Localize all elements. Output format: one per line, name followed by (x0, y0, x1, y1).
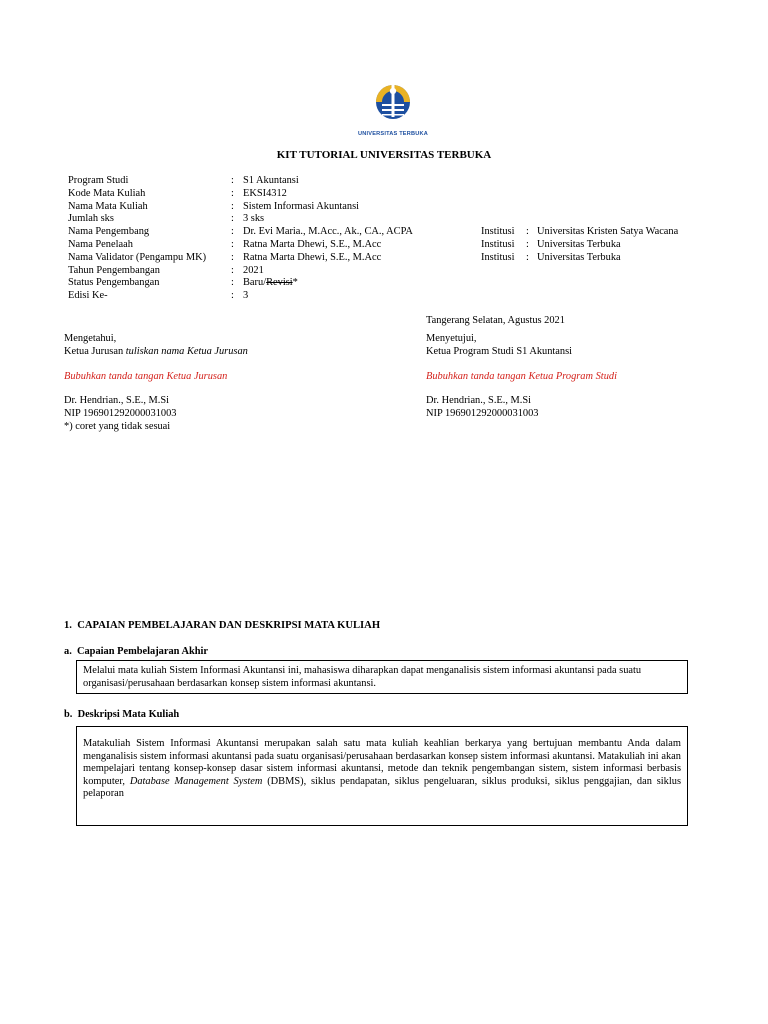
right-sign-role: Ketua Program Studi S1 Akuntansi (426, 346, 573, 357)
right-sign-greeting: Menyetujui, (426, 333, 477, 344)
info-colon: : (231, 238, 234, 250)
info-label: Nama Penelaah (68, 238, 133, 250)
left-sign-role (64, 346, 248, 359)
info-label: Program Studi (68, 175, 129, 186)
left-sign-greeting: Mengetahui, (64, 333, 117, 344)
info-colon: : (231, 251, 234, 263)
info-row-nama-mata-kuliah (68, 201, 708, 214)
info-value: Ratna Marta Dhewi, S.E., M.Acc (243, 251, 382, 263)
info-row-program-studi (68, 175, 708, 188)
institution-value: Universitas Terbuka (537, 251, 621, 263)
info-colon: : (231, 213, 234, 225)
place-date: Tangerang Selatan, Agustus 2021 (426, 315, 565, 326)
deskripsi-text-dbms: Database Management System (129, 775, 263, 787)
info-row-edisi (68, 290, 708, 303)
info-label: Nama Validator (Pengampu MK) (68, 251, 207, 263)
subsection-heading-b: b. Deskripsi Mata Kuliah (64, 709, 180, 720)
info-value: Ratna Marta Dhewi, S.E., M.Acc (243, 238, 382, 250)
info-label: Status Pengembangan (68, 277, 160, 289)
deskripsi-text-1: Matakuliah Sistem Informasi Akuntansi merupakan salah satu mata kuliah keahlian berkarya yang bertujuan membantu Anda dalam menganalisis sistem informasi akuntansi pada suatu organisasi/perusahaan berdasarkan konsep sistem informasi akuntansi. Matakuliah ini akan mempelajari tentang konsep-konsep dasar sistem informasi akuntansi, metode dan teknik pengembangan sistem, sistem informasi berbasis komputer, (83, 738, 681, 787)
institution-label: Institusi (481, 238, 515, 250)
info-colon: : (231, 200, 234, 212)
info-row-nama-penelaah (68, 239, 708, 252)
info-value: Sistem Informasi Akuntansi (243, 200, 360, 212)
info-label: Edisi Ke- (68, 290, 108, 302)
info-colon: : (231, 290, 234, 302)
info-row-nama-pengembang (68, 226, 708, 239)
info-colon: : (231, 187, 234, 199)
info-colon: : (231, 175, 234, 186)
deskripsi-text-2: (DBMS), siklus pendapatan, siklus pengeluaran, siklus produksi, siklus penggajian, dan siklus pelaporan (83, 775, 682, 800)
info-label: Kode Mata Kuliah (68, 187, 146, 199)
institution-colon: : (526, 226, 529, 238)
institution-value: Universitas Kristen Satya Wacana (537, 226, 679, 238)
info-label: Nama Mata Kuliah (68, 200, 148, 212)
info-value: Dr. Evi Maria., M.Acc., Ak., CA., ACPA (243, 226, 413, 238)
logo-text: UNIVERSITAS TERBUKA (358, 131, 428, 137)
right-signature-note: Bubuhkan tanda tangan Ketua Program Studi (426, 371, 617, 382)
left-sign-name: Dr. Hendrian., S.E., M.Si (64, 395, 170, 406)
deskripsi-mata-kuliah-box (76, 726, 688, 826)
info-row-nama-validator (68, 252, 708, 265)
left-sign-role-placeholder: tuliskan nama Ketua Jurusan (125, 346, 248, 357)
institution-value: Universitas Terbuka (537, 238, 621, 250)
status-asterisk: * (292, 277, 298, 289)
status-revisi-struck: Revisi (266, 277, 293, 289)
info-value: EKSI4312 (243, 187, 287, 199)
left-sign-role-text: Ketua Jurusan (64, 346, 126, 357)
institution-colon: : (526, 238, 529, 250)
info-colon: : (231, 277, 234, 289)
info-label: Nama Pengembang (68, 226, 150, 238)
page-title: KIT TUTORIAL UNIVERSITAS TERBUKA (276, 149, 492, 161)
info-colon: : (231, 226, 234, 238)
info-label: Jumlah sks (68, 213, 114, 225)
status-baru: Baru/ (243, 277, 267, 289)
subsection-heading-a: a. Capaian Pembelajaran Akhir (64, 646, 209, 657)
info-row-status-pengembangan (68, 277, 708, 290)
info-row-jumlah-sks (68, 213, 708, 226)
left-signature-note: Bubuhkan tanda tangan Ketua Jurusan (64, 371, 228, 382)
info-row-kode-mata-kuliah (68, 188, 708, 201)
footnote: *) coret yang tidak sesuai (64, 421, 171, 432)
info-label: Tahun Pengembangan (68, 264, 160, 276)
course-info-table (68, 175, 708, 303)
right-sign-nip: NIP 196901292000031003 (426, 408, 539, 419)
info-value: 2021 (243, 264, 264, 276)
info-row-tahun-pengembangan (68, 265, 708, 278)
section-heading: 1. CAPAIAN PEMBELAJARAN DAN DESKRIPSI MATA KULIAH (64, 620, 381, 631)
info-value: S1 Akuntansi (243, 175, 299, 186)
info-value (243, 277, 298, 290)
institution-label: Institusi (481, 226, 515, 238)
institution-label: Institusi (481, 251, 515, 263)
info-value: 3 sks (243, 213, 265, 225)
info-colon: : (231, 264, 234, 276)
logo-emblem-icon (352, 78, 434, 128)
capaian-pembelajaran-box: Melalui mata kuliah Sistem Informasi Akuntansi ini, mahasiswa diharapkan dapat menganalisis sistem informasi akuntansi pada suatu organisasi/perusahaan berdasarkan konsep sistem informasi akuntansi. (76, 660, 688, 694)
universitas-terbuka-logo (352, 78, 434, 138)
institution-colon: : (526, 251, 529, 263)
left-sign-nip: NIP 196901292000031003 (64, 408, 177, 419)
info-value: 3 (243, 290, 249, 302)
right-sign-name: Dr. Hendrian., S.E., M.Si (426, 395, 532, 406)
